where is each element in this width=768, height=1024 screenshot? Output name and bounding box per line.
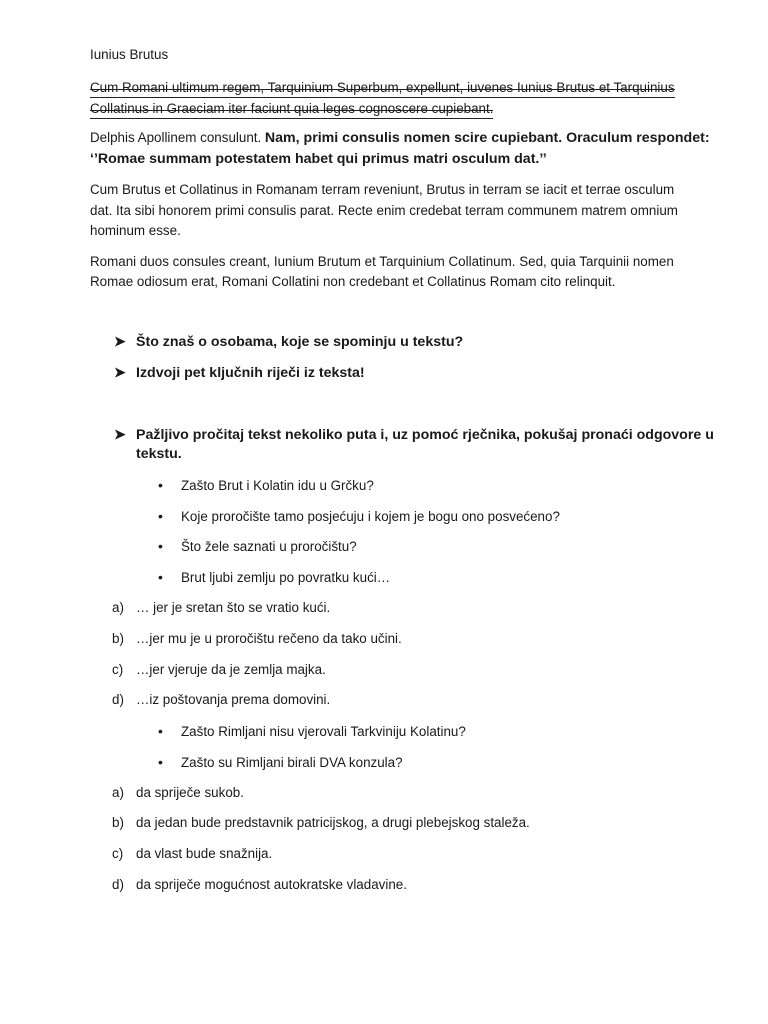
arrow-bullet-icon: ➤ (114, 426, 126, 442)
question-4 (158, 569, 390, 585)
question-5 (158, 723, 466, 739)
task-3 (114, 426, 714, 443)
paragraph-1-line-1 (90, 78, 675, 99)
question-6-text: Zašto su Rimljani birali DVA konzula? (181, 755, 403, 770)
question-2 (158, 508, 560, 524)
paragraph-2-bold-2: ‘’Romae summam potestatem habet qui primus matri osculum dat.’’ (90, 151, 547, 167)
paragraph-4-line-2: Romae odiosum erat, Romani Collatini non credebant et Collatinus Romam cito relinquit. (90, 274, 616, 289)
question-6 (158, 754, 403, 770)
answer-text: da spriječe mogućnost autokratske vladavine. (136, 877, 407, 892)
dot-bullet-icon: • (158, 723, 163, 739)
task-2 (114, 364, 365, 381)
answer-text: da jedan bude predstavnik patricijskog, a drugi plebejskog staleža. (136, 815, 530, 830)
answer-2d (112, 877, 407, 892)
dot-bullet-icon: • (158, 477, 163, 493)
answer-text: da spriječe sukob. (136, 785, 244, 800)
answer-letter: c) (112, 662, 124, 677)
answer-text: da vlast bude snažnija. (136, 846, 273, 861)
answer-text: …jer mu je u proročištu rečeno da tako učini. (136, 631, 402, 646)
question-3-text: Što žele saznati u proročištu? (181, 539, 357, 554)
answer-letter: d) (112, 877, 124, 892)
task-3-text-2: tekstu. (136, 446, 182, 462)
answer-letter: b) (112, 631, 124, 646)
answer-text: …jer vjeruje da je zemlja majka. (136, 662, 326, 677)
question-5-text: Zašto Rimljani nisu vjerovali Tarkviniju Kolatinu? (181, 724, 466, 739)
answer-text: …iz poštovanja prema domovini. (136, 692, 331, 707)
paragraph-1-text-1: Cum Romani ultimum regem, Tarquinium Superbum, expellunt, iuvenes Iunius Brutus et Tarquinius (90, 79, 675, 98)
paragraph-3-line-1: Cum Brutus et Collatinus in Romanam terram reveniunt, Brutus in terram se iacit et terrae osculum (90, 182, 675, 197)
paragraph-4-line-1: Romani duos consules creant, Iunium Brutum et Tarquinium Collatinum. Sed, quia Tarquinii nomen (90, 254, 674, 269)
question-3 (158, 538, 357, 554)
arrow-bullet-icon: ➤ (114, 364, 126, 380)
paragraph-1-text-2: Collatinus in Graeciam iter faciunt quia leges cognoscere cupiebant. (90, 100, 493, 119)
answer-1a (112, 600, 330, 615)
paragraph-2-normal: Delphis Apollinem consulunt. (90, 130, 265, 145)
task-3-text-1: Pažljivo pročitaj tekst nekoliko puta i, uz pomoć rječnika, pokušaj pronaći odgovore u (136, 427, 714, 443)
answer-letter: a) (112, 785, 124, 800)
paragraph-1-line-2 (90, 99, 493, 120)
document-title: Iunius Brutus (90, 47, 169, 62)
question-1-text: Zašto Brut i Kolatin idu u Grčku? (181, 478, 374, 493)
answer-2a (112, 785, 244, 800)
task-2-text: Izdvoji pet ključnih riječi iz teksta! (136, 365, 365, 381)
answer-letter: a) (112, 600, 124, 615)
question-2-text: Koje proročište tamo posjećuju i kojem je bogu ono posvećeno? (181, 509, 560, 524)
paragraph-2-line-1 (90, 128, 710, 149)
answer-2c (112, 846, 272, 861)
answer-letter: c) (112, 846, 124, 861)
answer-letter: d) (112, 692, 124, 707)
task-1 (114, 333, 463, 350)
dot-bullet-icon: • (158, 538, 163, 554)
answer-2b (112, 815, 530, 830)
answer-text: … jer je sretan što se vratio kući. (136, 600, 331, 615)
question-1 (158, 477, 374, 493)
answer-1c (112, 662, 326, 677)
answer-1d (112, 692, 330, 707)
answer-1b (112, 631, 402, 646)
dot-bullet-icon: • (158, 569, 163, 585)
dot-bullet-icon: • (158, 754, 163, 770)
task-1-text: Što znaš o osobama, koje se spominju u tekstu? (136, 334, 464, 350)
arrow-bullet-icon: ➤ (114, 333, 126, 349)
dot-bullet-icon: • (158, 508, 163, 524)
paragraph-3-line-3: hominum esse. (90, 223, 181, 238)
paragraph-2-bold-1: Nam, primi consulis nomen scire cupiebant. Oraculum respondet: (264, 130, 710, 146)
answer-letter: b) (112, 815, 124, 830)
paragraph-3-line-2: dat. Ita sibi honorem primi consulis parat. Recte enim credebat terram communem matrem omnium (90, 203, 678, 218)
question-4-text: Brut ljubi zemlju po povratku kući… (181, 570, 391, 585)
